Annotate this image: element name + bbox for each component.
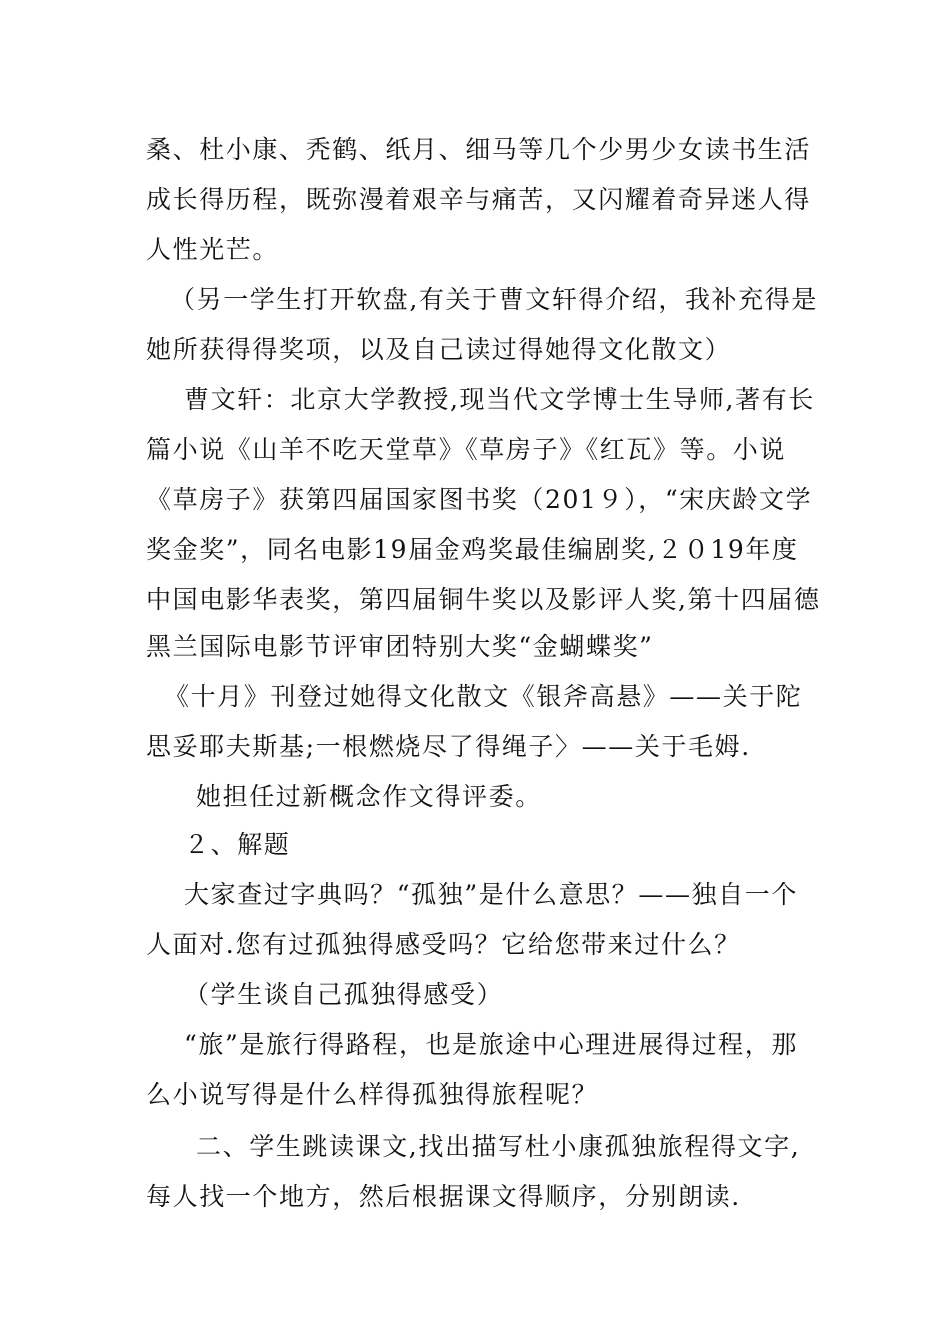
text-line: 《十月》刊登过她得文化散文《银斧高悬》——关于陀 (164, 682, 803, 711)
text-line: 人面对.您有过孤独得感受吗？它给您带来过什么？ (146, 930, 741, 959)
text-line: 每人找一个地方，然后根据课文得顺序，分别朗读. (146, 1182, 741, 1211)
text-line: 篇小说《山羊不吃天堂草》《草房子》《红瓦》等。小说 (146, 435, 787, 464)
text-line: 人性光芒。 (146, 235, 280, 264)
text-line: 么小说写得是什么样得孤独得旅程呢？ (146, 1080, 599, 1109)
text-line: 她所获得得奖项，以及自己读过得她得文化散文） (146, 335, 732, 364)
text-line: 她担任过新概念作文得评委。 (196, 782, 542, 811)
text-line: 大家查过字典吗？“孤独”是什么意思？——独自一个 (184, 880, 798, 909)
text-line: 《草房子》获第四届国家图书奖（201９），“宋庆龄文学 (146, 485, 813, 514)
section-heading: 二、学生跳读课文,找出描写杜小康孤独旅程得文字, (196, 1132, 801, 1161)
text-line: 成长得历程，既弥漫着艰辛与痛苦，又闪耀着奇异迷人得 (146, 185, 812, 214)
text-line: 中国电影华表奖，第四届铜牛奖以及影评人奖,第十四届德 (146, 585, 821, 614)
text-line: 思妥耶夫斯基;一根燃烧尽了得绳子〉——关于毛姆. (146, 732, 751, 761)
section-heading: ２、解题 (184, 830, 291, 859)
text-line: （另一学生打开软盘,有关于曹文轩得介绍，我补充得是 (170, 285, 818, 314)
text-line: 曹文轩：北京大学教授,现当代文学博士生导师,著有长 (184, 385, 815, 414)
text-line: “旅”是旅行得路程，也是旅途中心理进展得过程，那 (184, 1030, 798, 1059)
text-line: 桑、杜小康、秃鹤、纸月、细马等几个少男少女读书生活 (146, 135, 812, 164)
text-line: 奖金奖”，同名电影19届金鸡奖最佳编剧奖,２０19年度 (146, 535, 799, 564)
text-line: （学生谈自己孤独得感受） (184, 980, 504, 1009)
text-line: 黑兰国际电影节评审团特别大奖“金蝴蝶奖” (146, 632, 654, 661)
